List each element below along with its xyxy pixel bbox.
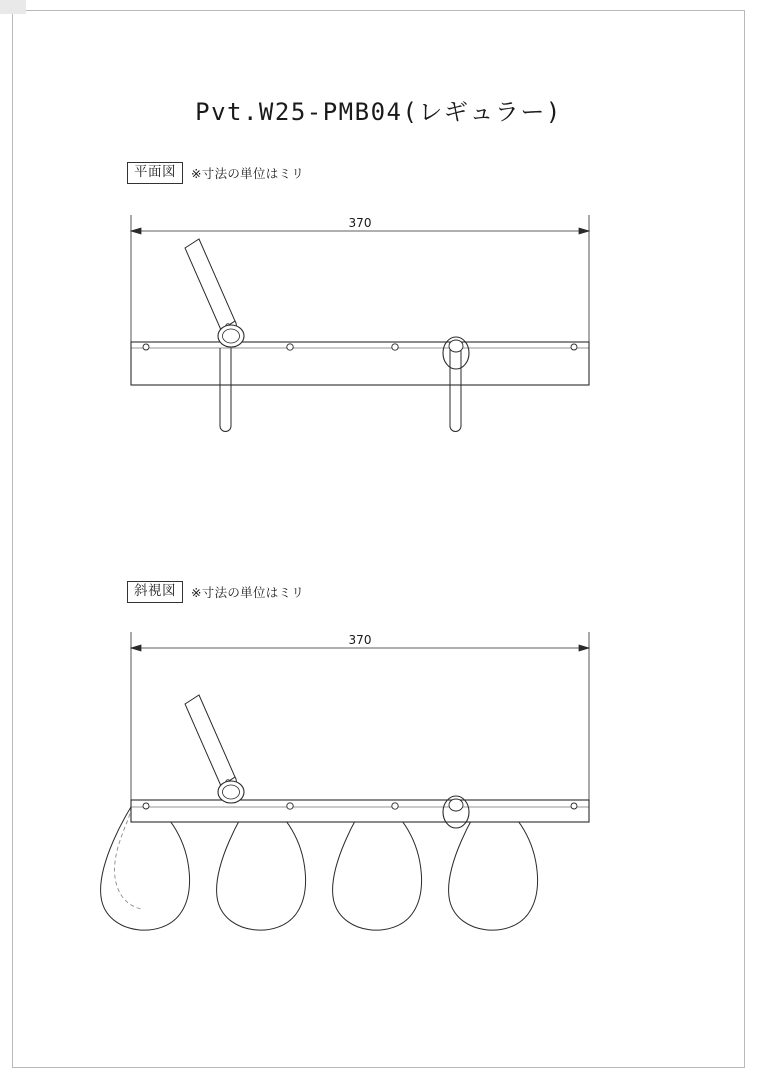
oblique-view-note: ※寸法の単位はミリ [191,584,305,600]
plan-view-note: ※寸法の単位はミリ [191,165,305,181]
oblique-dimension-value: 370 [348,633,372,647]
oblique-strap-ring [218,781,244,803]
oblique-view-label-group [127,581,304,603]
plan-view-label: 平面図 [127,162,183,184]
oblique-body-rect [131,800,589,822]
plan-angled-strap [185,239,236,334]
plan-body-rect [131,342,589,385]
plan-dimension-value: 370 [348,216,372,230]
plan-dimension-extension-lines [131,215,589,355]
oblique-loops [101,807,538,930]
oblique-angled-strap [185,695,236,790]
oblique-view-drawing [100,622,630,942]
corner-mark [0,0,26,14]
plan-view-label-group [127,162,304,184]
oblique-view-label: 斜視図 [127,581,183,603]
plan-view-drawing [100,205,630,455]
plan-strap-ring [218,325,244,347]
page-title: Pvt.W25-PMB04(レギュラー) [195,98,562,126]
